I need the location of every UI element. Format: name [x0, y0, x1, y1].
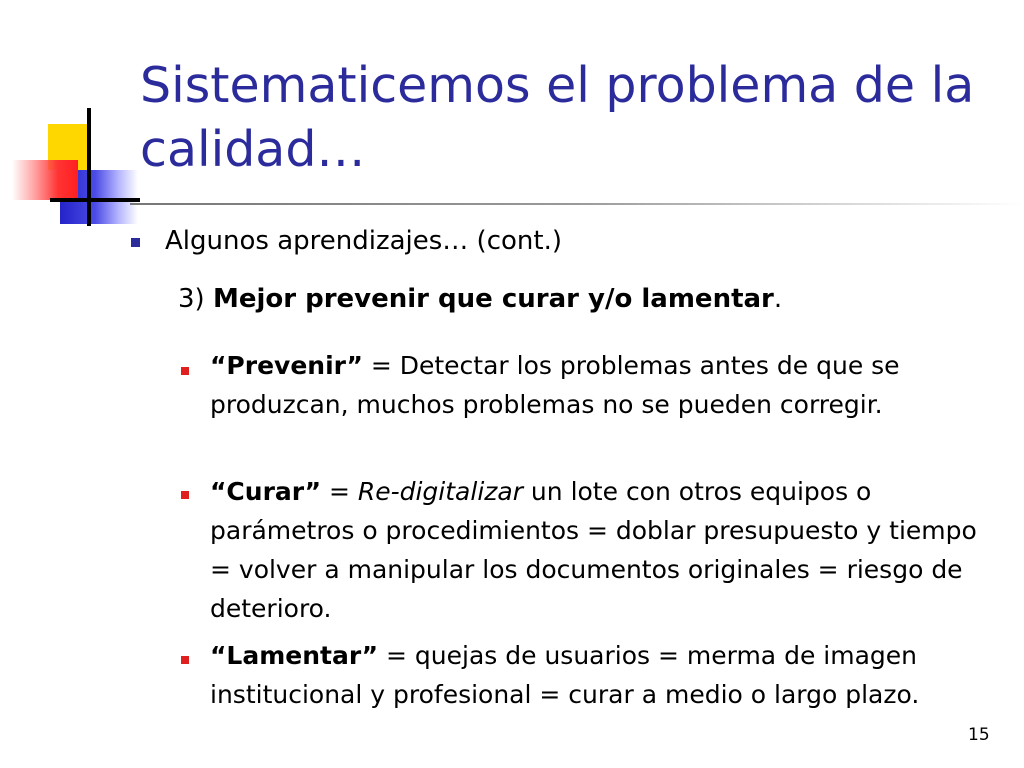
text-lamentar: = quejas de usuarios = merma de imagen institucional y profesional = curar a medio o largo plazo. [210, 641, 920, 709]
text-prevenir: = Detectar los problemas antes de que se produzcan, muchos problemas no se pueden corregir. [210, 351, 900, 419]
bullet-level1: Algunos aprendizajes… (cont.) [165, 226, 562, 256]
sub-bullet-lamentar [210, 636, 990, 714]
slide-title: Sistematicemos el problema de la calidad… [140, 57, 975, 178]
red-square-bullet-icon [181, 491, 189, 499]
sep-curar: = [321, 477, 358, 506]
vertical-line [87, 108, 91, 226]
point-end: . [773, 284, 783, 314]
point-3 [178, 282, 782, 316]
point-number: 3) [178, 284, 205, 314]
italic-curar: Re-digitalizar [357, 477, 523, 506]
title-divider [130, 203, 1024, 205]
sub-bullet-curar [210, 472, 990, 628]
point-bold-text: Mejor prevenir que curar y/o lamentar [212, 284, 774, 314]
red-square [12, 160, 78, 200]
term-curar: “Curar” [210, 477, 321, 506]
red-square-bullet-icon [181, 367, 189, 375]
horizontal-line [50, 198, 140, 202]
decorative-squares-logo [0, 0, 150, 240]
term-lamentar: “Lamentar” [210, 641, 379, 670]
text-curar: un lote con otros equipos o parámetros o procedimientos = doblar presupuesto y tiempo = volver a manipular los documentos originales = riesgo de deterioro. [210, 477, 977, 623]
red-square-bullet-icon [181, 656, 189, 664]
square-bullet-icon [131, 238, 140, 247]
sub-bullet-prevenir [210, 346, 990, 424]
page-number: 15 [968, 725, 990, 745]
term-prevenir: “Prevenir” [210, 351, 363, 380]
